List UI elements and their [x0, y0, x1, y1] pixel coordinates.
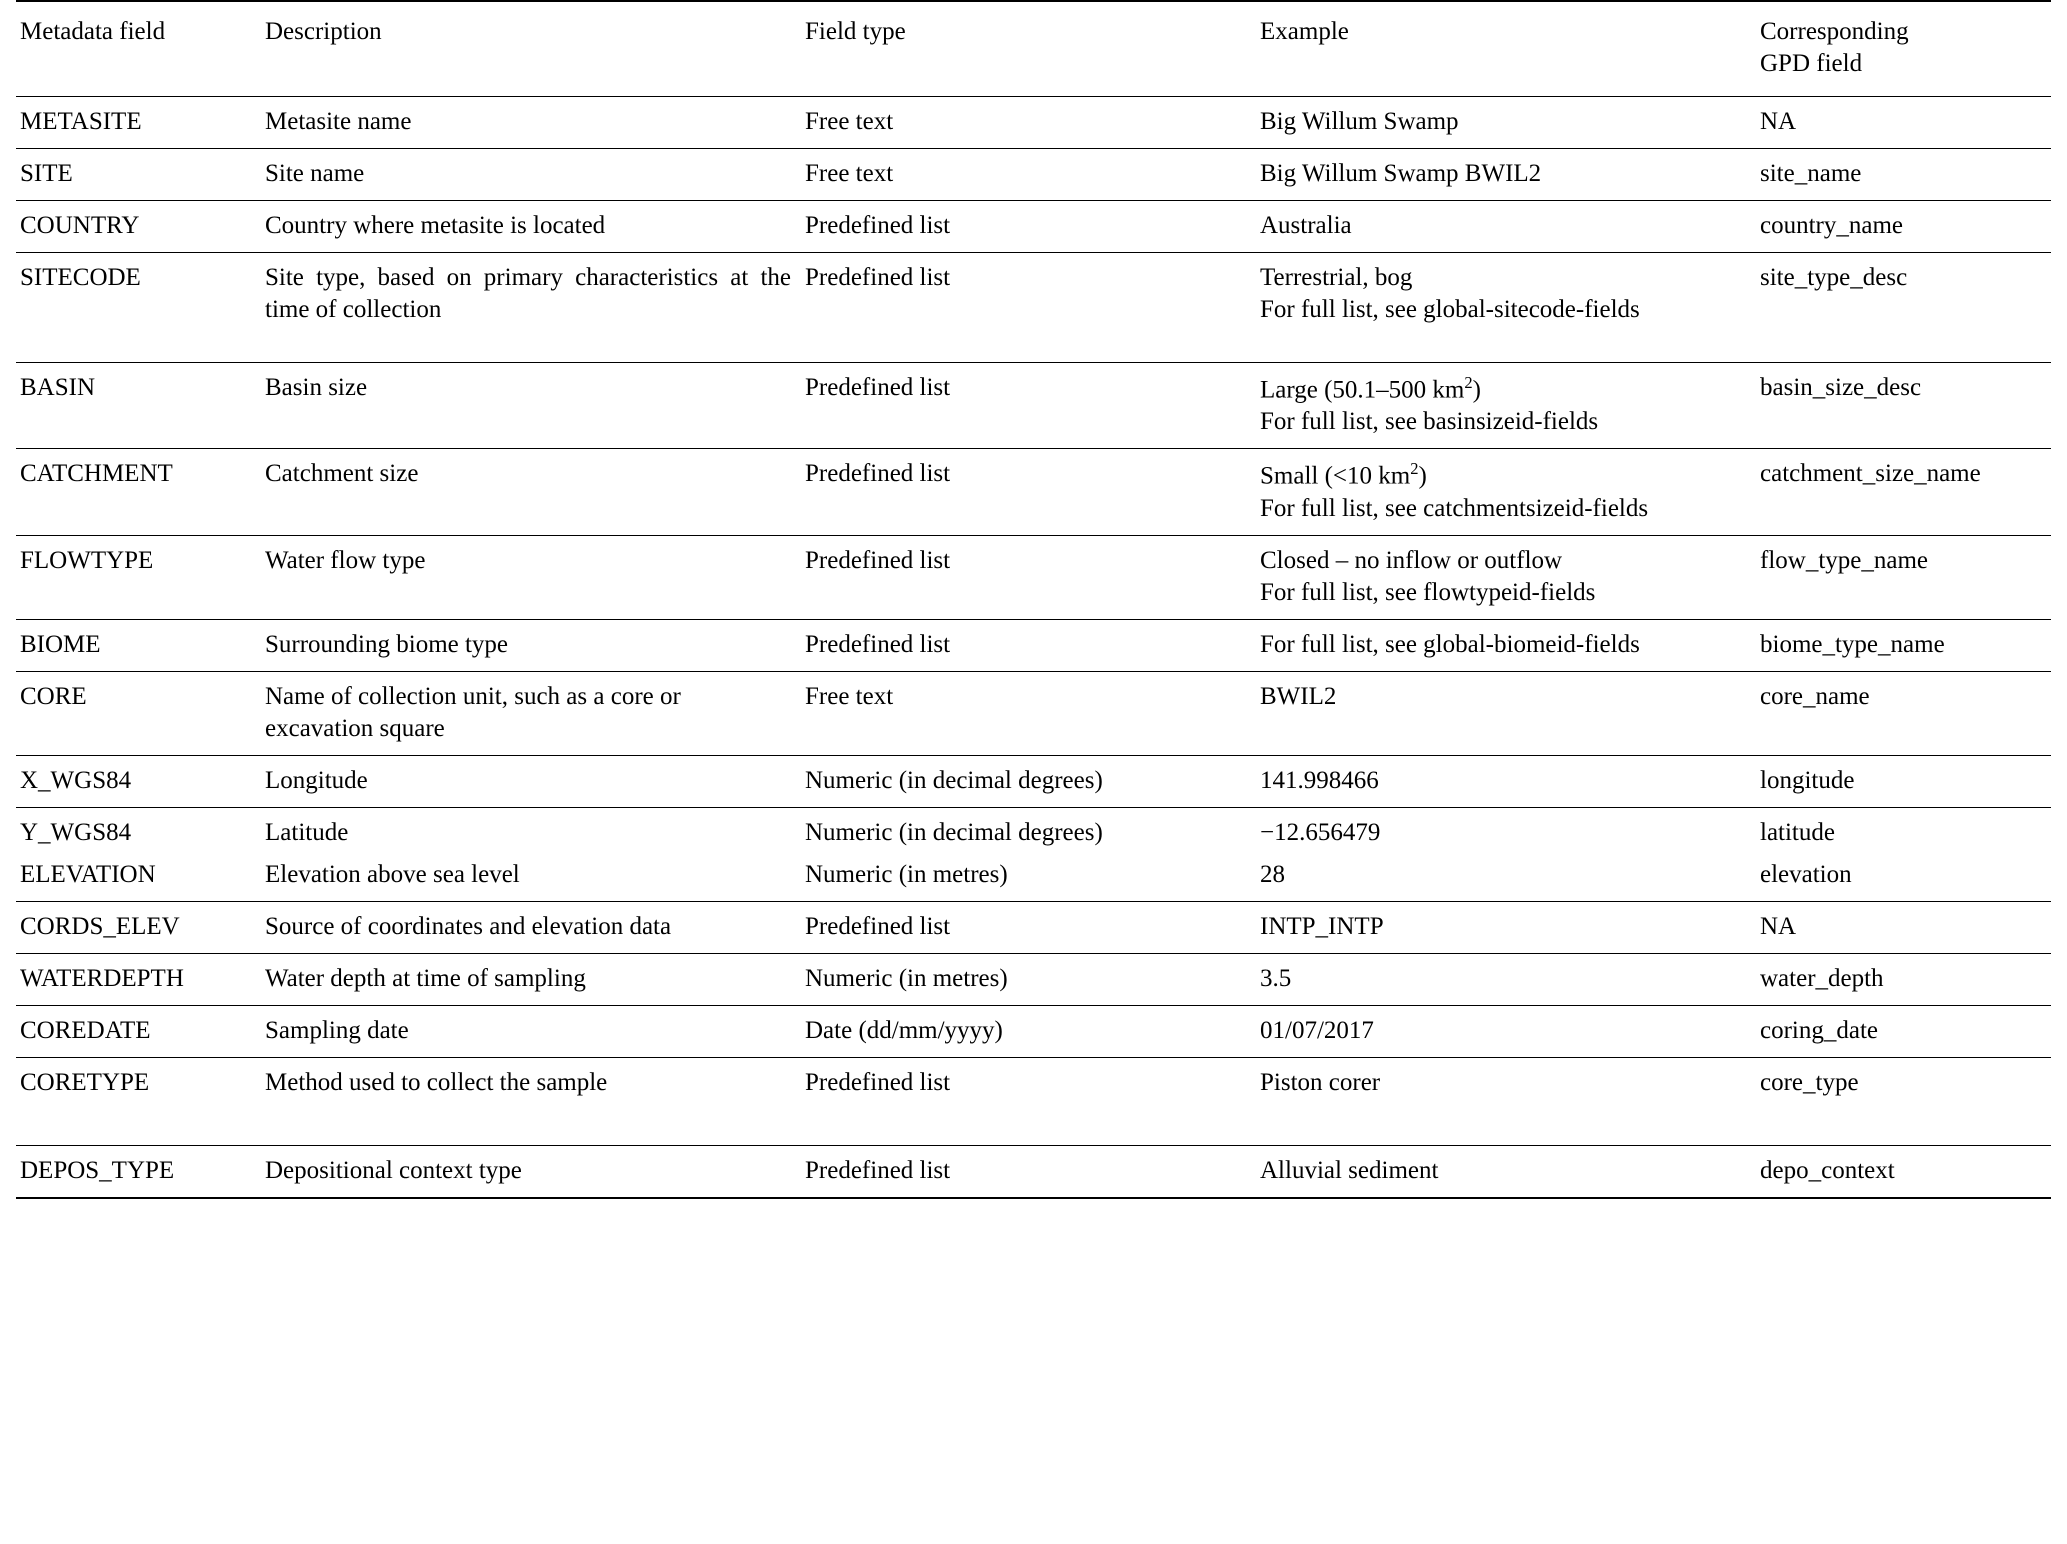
bottom-rule-cell [16, 1198, 261, 1218]
table-row [16, 535, 2051, 619]
cell-example-line1: Closed – no inflow or outflow [1260, 546, 1563, 574]
cell-example-value-pre: Large (50.1–500 km [1260, 376, 1465, 404]
spacer-cell [1756, 1109, 2051, 1146]
cell-field: CORE [16, 671, 261, 755]
cell-example: −12.656479 [1256, 807, 1756, 859]
column-header-example: Example [1256, 1, 1756, 97]
table-row [16, 201, 2051, 253]
cell-gpd-field: coring_date [1756, 1005, 2051, 1057]
cell-example: 141.998466 [1256, 755, 1756, 807]
cell-field-type: Numeric (in metres) [801, 953, 1256, 1005]
table-spacer-row [16, 1109, 2051, 1146]
cell-example [1256, 535, 1756, 619]
cell-example: Big Willum Swamp BWIL2 [1256, 149, 1756, 201]
cell-example: 01/07/2017 [1256, 1005, 1756, 1057]
cell-field: METASITE [16, 97, 261, 149]
cell-field: BASIN [16, 363, 261, 449]
cell-field: CATCHMENT [16, 449, 261, 535]
cell-example-line2: For full list, see catchmentsizeid-fields [1260, 494, 1649, 522]
cell-example-value-post: ) [1418, 462, 1427, 490]
cell-example-line1: Terrestrial, bog [1260, 264, 1413, 291]
cell-gpd-field: basin_size_desc [1756, 363, 2051, 449]
cell-field-type: Free text [801, 149, 1256, 201]
cell-field: BIOME [16, 619, 261, 671]
cell-gpd-field: country_name [1756, 201, 2051, 253]
cell-field-type: Free text [801, 671, 1256, 755]
cell-field-type: Predefined list [801, 1145, 1256, 1198]
cell-field-type: Predefined list [801, 619, 1256, 671]
table-row [16, 671, 2051, 755]
column-header-gpd-line1: Corresponding [1760, 18, 1909, 45]
table-row [16, 859, 2051, 902]
cell-field-type: Date (dd/mm/yyyy) [801, 1005, 1256, 1057]
cell-example: 28 [1260, 860, 1285, 888]
cell-example: Piston corer [1256, 1057, 1756, 1109]
bottom-rule-cell [261, 1198, 801, 1218]
cell-field: WATERDEPTH [16, 953, 261, 1005]
cell-gpd-field: NA [1756, 901, 2051, 953]
cell-gpd-field: depo_context [1756, 1145, 2051, 1198]
cell-description: Name of collection unit, such as a core or excavation square [261, 671, 801, 755]
cell-gpd-field: latitude [1756, 807, 2051, 859]
cell-gpd-field: core_name [1756, 671, 2051, 755]
cell-description: Basin size [261, 363, 801, 449]
cell-field-type: Predefined list [801, 253, 1256, 363]
cell-description: Latitude [261, 807, 801, 859]
cell-gpd-field: core_type [1756, 1057, 2051, 1109]
cell-example: INTP_INTP [1256, 901, 1756, 953]
cell-example-spacer [1260, 326, 1746, 352]
cell-gpd-field: flow_type_name [1756, 535, 2051, 619]
cell-example [1256, 449, 1756, 535]
cell-field-type: Predefined list [801, 901, 1256, 953]
table-row [16, 449, 2051, 535]
bottom-rule-cell [1256, 1198, 1756, 1218]
cell-description: Water depth at time of sampling [261, 953, 801, 1005]
cell-example: For full list, see global-biomeid-fields [1256, 619, 1756, 671]
cell-gpd-field: water_depth [1756, 953, 2051, 1005]
cell-field: SITECODE [16, 253, 261, 363]
cell-description: Country where metasite is located [261, 201, 801, 253]
table-row [16, 619, 2051, 671]
spacer-cell [801, 1109, 1256, 1146]
cell-field-type: Predefined list [801, 363, 1256, 449]
column-header-corresponding-gpd-field [1756, 1, 2051, 97]
table-row [16, 97, 2051, 149]
cell-example-value-pre: Small (<10 km [1260, 462, 1411, 490]
cell-field-type: Predefined list [801, 1057, 1256, 1109]
cell-field: DEPOS_TYPE [16, 1145, 261, 1198]
cell-gpd-field: catchment_size_name [1756, 449, 2051, 535]
cell-example-line1 [1260, 372, 1746, 406]
table-row [16, 901, 2051, 953]
cell-example: Big Willum Swamp [1256, 97, 1756, 149]
table-row [16, 1145, 2051, 1198]
cell-field-type: Numeric (in decimal degrees) [801, 755, 1256, 807]
cell-field-type: Numeric (in metres) [805, 860, 1008, 888]
cell-example-line2: For full list, see basinsizeid-fields [1260, 408, 1599, 436]
cell-gpd-field: elevation [1760, 860, 1852, 888]
cell-example-value-post: ) [1472, 376, 1481, 404]
cell-gpd-field: NA [1756, 97, 2051, 149]
table-row [16, 363, 2051, 449]
cell-description: Sampling date [261, 1005, 801, 1057]
cell-example [1256, 253, 1756, 363]
cell-field: CORETYPE [16, 1057, 261, 1109]
column-header-description: Description [261, 1, 801, 97]
spacer-cell [261, 1109, 801, 1146]
cell-field: COREDATE [16, 1005, 261, 1057]
column-header-metadata-field: Metadata field [16, 1, 261, 97]
table-row [16, 755, 2051, 807]
cell-field: ELEVATION [20, 860, 156, 888]
cell-description: Catchment size [261, 449, 801, 535]
cell-field: CORDS_ELEV [16, 901, 261, 953]
cell-description: Site type, based on primary characteristics at the time of collection [261, 253, 801, 363]
cell-field: COUNTRY [16, 201, 261, 253]
cell-description: Method used to collect the sample [261, 1057, 801, 1109]
cell-gpd-field: site_name [1756, 149, 2051, 201]
cell-example: 3.5 [1256, 953, 1756, 1005]
cell-field-type: Predefined list [801, 535, 1256, 619]
cell-example [1256, 363, 1756, 449]
table-row [16, 253, 2051, 363]
cell-example-line2: For full list, see global-sitecode-fields [1260, 296, 1640, 323]
cell-description: Water flow type [261, 535, 801, 619]
table-row [16, 1057, 2051, 1109]
cell-gpd-field: biome_type_name [1756, 619, 2051, 671]
cell-field: X_WGS84 [16, 755, 261, 807]
cell-field: Y_WGS84 [16, 807, 261, 859]
table-row [16, 807, 2051, 859]
cell-description: Source of coordinates and elevation data [261, 901, 801, 953]
cell-example-superscript: 2 [1410, 459, 1419, 479]
cell-field-type: Free text [801, 97, 1256, 149]
cell-field-type: Predefined list [801, 201, 1256, 253]
cell-description: Elevation above sea level [265, 860, 520, 888]
cell-field-type: Predefined list [801, 449, 1256, 535]
cell-gpd-field: longitude [1756, 755, 2051, 807]
cell-description: Surrounding biome type [261, 619, 801, 671]
cell-description: Metasite name [261, 97, 801, 149]
cell-field: SITE [16, 149, 261, 201]
cell-description: Longitude [261, 755, 801, 807]
cell-example: BWIL2 [1256, 671, 1756, 755]
cell-description: Site name [261, 149, 801, 201]
cell-example: Alluvial sediment [1256, 1145, 1756, 1198]
cell-example-superscript: 2 [1464, 373, 1473, 392]
table-row [16, 1005, 2051, 1057]
table-header [16, 1, 2051, 97]
cell-description: Depositional context type [261, 1145, 801, 1198]
cell-example-line2: For full list, see flowtypeid-fields [1260, 578, 1596, 606]
table-body [16, 97, 2051, 1218]
metadata-fields-table [16, 0, 2051, 1218]
bottom-rule-cell [801, 1198, 1256, 1218]
column-header-field-type: Field type [801, 1, 1256, 97]
table-bottom-rule [16, 1198, 2051, 1218]
cell-gpd-field: site_type_desc [1756, 253, 2051, 363]
cell-field-type: Numeric (in decimal degrees) [801, 807, 1256, 859]
table-row [16, 149, 2051, 201]
header-row [16, 1, 2051, 97]
table-row [16, 953, 2051, 1005]
cell-example-line1 [1260, 458, 1746, 492]
column-header-gpd-line2: GPD field [1760, 50, 1863, 77]
spacer-cell [1256, 1109, 1756, 1146]
cell-field: FLOWTYPE [16, 535, 261, 619]
cell-example: Australia [1256, 201, 1756, 253]
bottom-rule-cell [1756, 1198, 2051, 1218]
spacer-cell [16, 1109, 261, 1146]
